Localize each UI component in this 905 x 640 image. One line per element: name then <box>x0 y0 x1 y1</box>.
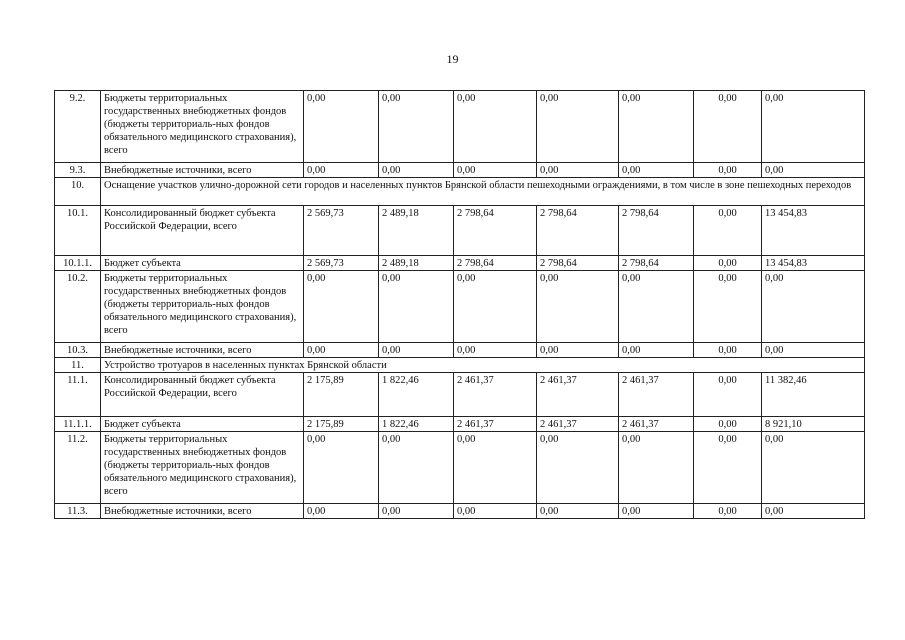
value-cell: 0,00 <box>694 271 762 343</box>
table-row <box>55 163 865 178</box>
value-cell: 2 569,73 <box>304 206 379 256</box>
row-code: 10. <box>55 178 101 206</box>
value-cell: 13 454,83 <box>762 206 865 256</box>
table-row <box>55 206 865 256</box>
value-cell: 0,00 <box>379 432 454 504</box>
table-row <box>55 91 865 163</box>
value-cell: 2 461,37 <box>619 417 694 432</box>
row-name: Консолидированный бюджет субъекта Российской Федерации, всего <box>101 206 304 256</box>
value-cell: 0,00 <box>454 432 537 504</box>
row-code: 10.1. <box>55 206 101 256</box>
value-cell: 2 798,64 <box>454 256 537 271</box>
value-cell: 0,00 <box>619 91 694 163</box>
budget-table <box>54 90 865 519</box>
value-cell: 11 382,46 <box>762 373 865 417</box>
value-cell: 0,00 <box>762 504 865 519</box>
value-cell: 2 175,89 <box>304 417 379 432</box>
value-cell: 0,00 <box>694 163 762 178</box>
value-cell: 0,00 <box>619 271 694 343</box>
value-cell: 8 921,10 <box>762 417 865 432</box>
value-cell: 2 569,73 <box>304 256 379 271</box>
row-name: Бюджеты территориальных государственных внебюджетных фондов (бюджеты территориаль-ных фондов обязательного медицинского страхования), всего <box>101 432 304 504</box>
value-cell: 2 489,18 <box>379 256 454 271</box>
value-cell: 0,00 <box>694 206 762 256</box>
value-cell: 2 461,37 <box>454 417 537 432</box>
value-cell: 2 461,37 <box>619 373 694 417</box>
value-cell: 0,00 <box>694 256 762 271</box>
value-cell: 0,00 <box>694 373 762 417</box>
row-code: 9.3. <box>55 163 101 178</box>
value-cell: 0,00 <box>454 91 537 163</box>
row-name: Внебюджетные источники, всего <box>101 343 304 358</box>
value-cell: 0,00 <box>694 91 762 163</box>
value-cell: 0,00 <box>762 271 865 343</box>
row-name: Бюджеты территориальных государственных внебюджетных фондов (бюджеты территориаль-ных фондов обязательного медицинского страхования), всего <box>101 271 304 343</box>
value-cell: 2 175,89 <box>304 373 379 417</box>
table-row <box>55 256 865 271</box>
value-cell: 0,00 <box>762 432 865 504</box>
row-name: Бюджеты территориальных государственных внебюджетных фондов (бюджеты территориаль-ных фондов обязательного медицинского страхования), всего <box>101 91 304 163</box>
value-cell: 0,00 <box>537 504 619 519</box>
value-cell: 2 461,37 <box>454 373 537 417</box>
value-cell: 0,00 <box>619 343 694 358</box>
value-cell: 2 461,37 <box>537 373 619 417</box>
value-cell: 2 798,64 <box>619 206 694 256</box>
value-cell: 0,00 <box>619 432 694 504</box>
table-row <box>55 432 865 504</box>
value-cell: 0,00 <box>762 163 865 178</box>
value-cell: 0,00 <box>454 504 537 519</box>
value-cell: 2 798,64 <box>537 206 619 256</box>
value-cell: 0,00 <box>694 417 762 432</box>
page-number: 19 <box>446 52 459 66</box>
row-code: 11.2. <box>55 432 101 504</box>
value-cell: 0,00 <box>694 432 762 504</box>
row-name: Консолидированный бюджет субъекта Российской Федерации, всего <box>101 373 304 417</box>
value-cell: 2 461,37 <box>537 417 619 432</box>
row-code: 9.2. <box>55 91 101 163</box>
value-cell: 2 798,64 <box>537 256 619 271</box>
value-cell: 2 798,64 <box>619 256 694 271</box>
section-title: Устройство тротуаров в населенных пунктах Брянской области <box>101 358 865 373</box>
value-cell: 0,00 <box>537 163 619 178</box>
row-name: Внебюджетные источники, всего <box>101 163 304 178</box>
row-name: Бюджет субъекта <box>101 256 304 271</box>
row-name: Внебюджетные источники, всего <box>101 504 304 519</box>
value-cell: 0,00 <box>304 91 379 163</box>
row-code: 11.1.1. <box>55 417 101 432</box>
value-cell: 0,00 <box>454 271 537 343</box>
table-body <box>55 91 865 519</box>
value-cell: 2 489,18 <box>379 206 454 256</box>
value-cell: 0,00 <box>762 91 865 163</box>
row-code: 11.1. <box>55 373 101 417</box>
value-cell: 0,00 <box>537 91 619 163</box>
value-cell: 0,00 <box>304 343 379 358</box>
value-cell: 0,00 <box>694 343 762 358</box>
value-cell: 0,00 <box>537 343 619 358</box>
row-code: 10.1.1. <box>55 256 101 271</box>
section-row <box>55 358 865 373</box>
row-code: 10.3. <box>55 343 101 358</box>
value-cell: 0,00 <box>304 504 379 519</box>
table-row <box>55 504 865 519</box>
row-code: 11. <box>55 358 101 373</box>
value-cell: 0,00 <box>379 271 454 343</box>
value-cell: 0,00 <box>379 343 454 358</box>
section-title: Оснащение участков улично-дорожной сети городов и населенных пунктов Брянской области пешеходными ограждениями, в том числе в зоне пешеходных переходов <box>101 178 865 206</box>
table-row <box>55 271 865 343</box>
value-cell: 0,00 <box>537 432 619 504</box>
value-cell: 0,00 <box>379 91 454 163</box>
value-cell: 0,00 <box>304 163 379 178</box>
row-code: 10.2. <box>55 271 101 343</box>
value-cell: 0,00 <box>619 504 694 519</box>
value-cell: 0,00 <box>619 163 694 178</box>
row-name: Бюджет субъекта <box>101 417 304 432</box>
value-cell: 0,00 <box>762 343 865 358</box>
value-cell: 0,00 <box>379 504 454 519</box>
value-cell: 0,00 <box>537 271 619 343</box>
value-cell: 2 798,64 <box>454 206 537 256</box>
value-cell: 0,00 <box>694 504 762 519</box>
row-code: 11.3. <box>55 504 101 519</box>
section-row <box>55 178 865 206</box>
value-cell: 1 822,46 <box>379 373 454 417</box>
value-cell: 0,00 <box>454 343 537 358</box>
table-row <box>55 373 865 417</box>
table-row <box>55 343 865 358</box>
value-cell: 1 822,46 <box>379 417 454 432</box>
table-row <box>55 417 865 432</box>
value-cell: 0,00 <box>304 271 379 343</box>
value-cell: 0,00 <box>454 163 537 178</box>
value-cell: 13 454,83 <box>762 256 865 271</box>
value-cell: 0,00 <box>304 432 379 504</box>
value-cell: 0,00 <box>379 163 454 178</box>
